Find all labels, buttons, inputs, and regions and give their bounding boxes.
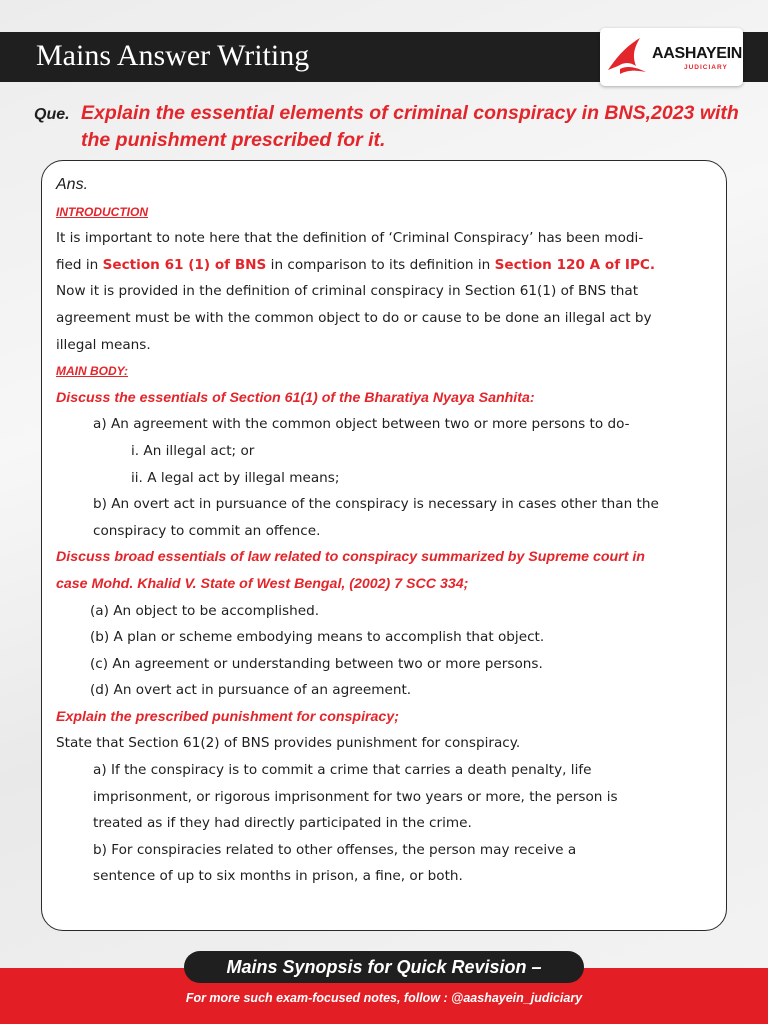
list-item: a) An agreement with the common object between two or more persons to do- [93,416,630,433]
question-line: Explain the essential elements of criminal conspiracy in BNS,2023 with [81,102,739,124]
list-item: (a) An object to be accomplished. [90,602,320,619]
logo-name: AASHAYEIN [652,45,743,62]
punishment-statement: State that Section 61(2) of BNS provides punishment for conspiracy. [56,735,521,752]
list-item: imprisonment, or rigorous imprisonment for two years or more, the person is [93,788,618,805]
question-line: the punishment prescribed for it. [81,129,386,151]
directive-case-law: Discuss broad essentials of law related to conspiracy summarized by Supreme court in [56,549,645,566]
footer-follow-note: For more such exam-focused notes, follow : @aashayein_judiciary [185,991,583,1005]
aashayein-swoosh-icon [606,36,652,78]
answer-body [56,172,716,890]
introduction-heading: INTRODUCTION [56,204,148,219]
intro-line [56,252,716,279]
list-item: (b) A plan or scheme embodying means to accomplish that object. [90,629,545,646]
list-item: b) An overt act in pursuance of the conspiracy is necessary in cases other than the [93,496,659,513]
list-item: i. An illegal act; or [131,442,255,459]
main-body-heading: MAIN BODY: [56,364,128,379]
intro-line: Now it is provided in the definition of criminal conspiracy in Section 61(1) of BNS that [56,283,639,300]
intro-line: illegal means. [56,336,151,353]
list-item: (d) An overt act in pursuance of an agreement. [90,682,412,699]
page-title: Mains Answer Writing [36,39,310,72]
list-item: b) For conspiracies related to other offenses, the person may receive a [93,841,577,858]
intro-line: agreement must be with the common object to do or cause to be done an illegal act by [56,309,652,326]
bns-section-highlight: Section 61 (1) of BNS [102,256,267,273]
footer-banner: Mains Synopsis for Quick Revision – [184,951,584,983]
intro-line: It is important to note here that the definition of ‘Criminal Conspiracy’ has been modi- [56,230,644,247]
list-item: ii. A legal act by illegal means; [131,469,340,486]
intro-text: in comparison to its definition in [266,256,495,273]
list-item: sentence of up to six months in prison, a fine, or both. [93,868,463,885]
intro-text: fied in [56,256,103,273]
question-label: Que. [34,106,70,123]
list-item: conspiracy to commit an offence. [93,522,321,539]
directive-punishment: Explain the prescribed punishment for conspiracy; [56,708,399,725]
ipc-section-highlight: Section 120 A of IPC. [494,256,656,273]
answer-label: Ans. [56,176,89,193]
list-item: a) If the conspiracy is to commit a crime that carries a death penalty, life [93,762,592,779]
brand-logo [600,28,743,86]
list-item: treated as if they had directly participated in the crime. [93,815,472,832]
logo-subtitle: JUDICIARY [684,64,728,71]
list-item: (c) An agreement or understanding between two or more persons. [90,655,543,672]
directive-case-law: case Mohd. Khalid V. State of West Bengal, (2002) 7 SCC 334; [56,575,469,592]
directive-essentials: Discuss the essentials of Section 61(1) of the Bharatiya Nyaya Sanhita: [56,389,535,406]
question-text [81,100,751,154]
